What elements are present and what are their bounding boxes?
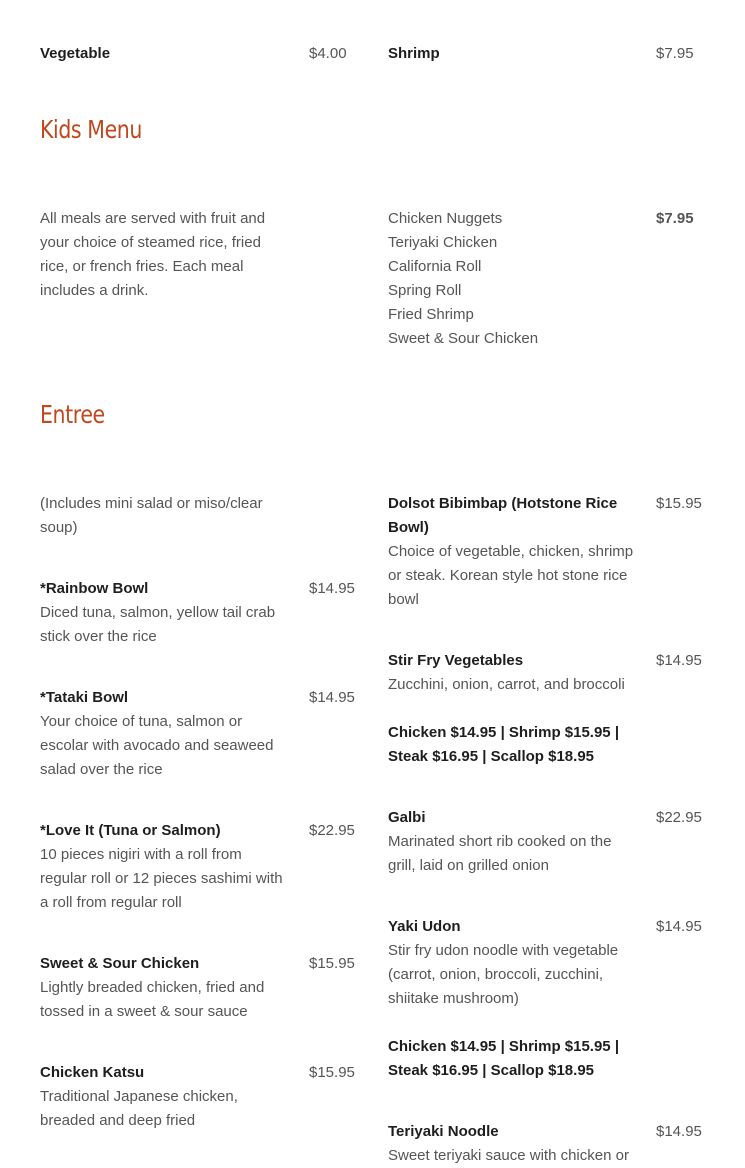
item-description: Lightly breaded chicken, fried and tossed in a sweet & sour sauce [40,979,265,1020]
item-description: Your choice of tuna, salmon or escolar with avocado and seaweed salad over the rice [40,713,274,778]
item-description: Choice of vegetable, chicken, shrimp or steak. Korean style hot stone rice bowl [388,543,634,608]
item-price: $14.95 [656,918,702,935]
item-price: $4.00 [309,45,347,62]
item-name: Vegetable [40,45,111,62]
item-name: Sweet & Sour Chicken [40,955,200,972]
item-name: *Tataki Bowl [40,689,129,706]
item-name: Teriyaki Noodle [388,1123,499,1140]
item-price: $22.95 [656,809,702,826]
kids-options [388,207,706,351]
item-name: Stir Fry Vegetables [388,652,524,669]
item-description: 10 pieces nigiri with a roll from regular roll or 12 pieces sashimi with a roll from regular roll [40,846,283,911]
menu-item-vegetable [40,42,360,66]
menu-item-teriyaki-noodle [388,1120,706,1168]
menu-item-love-it [40,819,360,915]
menu-item-tataki-bowl [40,686,360,782]
item-name: *Love It (Tuna or Salmon) [40,822,221,839]
menu-item-rainbow-bowl [40,577,360,649]
item-name: Chicken Katsu [40,1064,145,1081]
item-price: $15.95 [309,955,355,972]
item-price: $15.95 [309,1064,355,1081]
item-price: $14.95 [309,689,355,706]
item-description: Traditional Japanese chicken, breaded and deep fried [40,1088,238,1129]
menu-item-yaki-udon [388,915,706,1083]
menu-item-dolsot-bibimbap [388,492,706,612]
kids-price: $7.95 [656,210,694,227]
item-price: $14.95 [309,580,355,597]
item-protein-options: Chicken $14.95 | Shrimp $15.95 | Steak $16.95 | Scallop $18.95 [388,724,620,765]
item-description: Marinated short rib cooked on the grill, laid on grilled onion [388,833,612,874]
item-price: $14.95 [656,1123,702,1140]
menu-item-sweet-sour-chicken [40,952,360,1024]
item-name: Shrimp [388,45,440,62]
menu-item-chicken-katsu [40,1061,360,1133]
kids-option: Fried Shrimp [388,306,474,323]
item-name: Yaki Udon [388,918,461,935]
menu-item-stir-fry-vegetables [388,649,706,769]
kids-option: California Roll [388,258,482,275]
section-title-kids-menu: Kids Menu [40,115,142,144]
kids-option: Spring Roll [388,282,462,299]
entree-note: (Includes mini salad or miso/clear soup) [40,495,263,536]
item-protein-options: Chicken $14.95 | Shrimp $15.95 | Steak $16.95 | Scallop $18.95 [388,1038,620,1079]
kids-intro: All meals are served with fruit and your choice of steamed rice, fried rice, or french fries. Each meal includes a drink. [40,210,266,299]
section-title-entree: Entree [40,400,105,429]
item-description: Sweet teriyaki sauce with chicken or [388,1147,629,1164]
item-price: $14.95 [656,652,702,669]
item-name: *Rainbow Bowl [40,580,149,597]
kids-option: Teriyaki Chicken [388,234,498,251]
item-price: $7.95 [656,45,694,62]
kids-option: Sweet & Sour Chicken [388,330,539,347]
item-name: Dolsot Bibimbap (Hotstone Rice Bowl) [388,495,618,536]
item-description: Stir fry udon noodle with vegetable (carrot, onion, broccoli, zucchini, shiitake mushroom) [388,942,619,1007]
kids-option: Chicken Nuggets [388,210,503,227]
item-description: Zucchini, onion, carrot, and broccoli [388,676,625,693]
item-price: $15.95 [656,495,702,512]
menu-item-galbi [388,806,706,878]
item-price: $22.95 [309,822,355,839]
item-description: Diced tuna, salmon, yellow tail crab stick over the rice [40,604,276,645]
menu-item-shrimp [388,42,706,66]
item-name: Galbi [388,809,426,826]
